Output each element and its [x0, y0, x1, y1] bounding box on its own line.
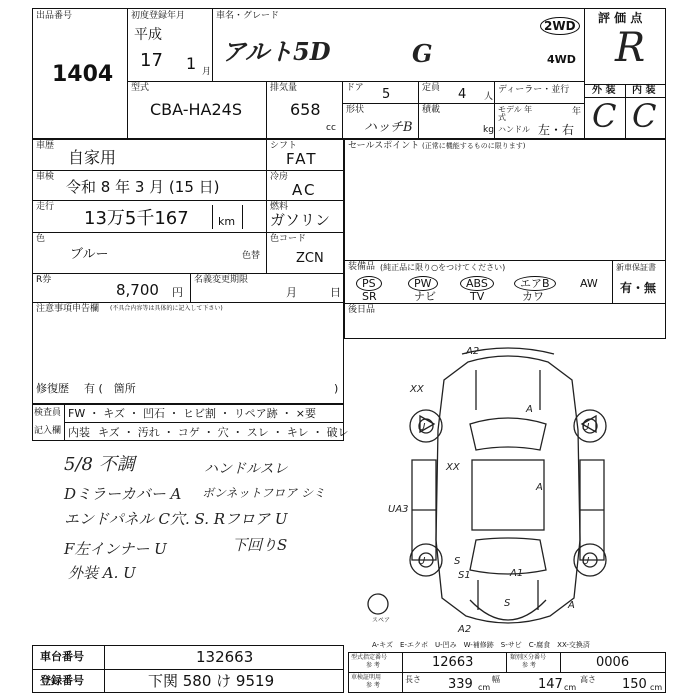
grade-label: 評 価 点: [598, 11, 643, 25]
equip-leather: カワ: [522, 290, 544, 303]
type-cert-value: 12663: [432, 655, 474, 670]
displacement-label: 排気量: [270, 83, 298, 93]
chassis-value: 132663: [196, 648, 254, 666]
recycle-label: R券: [36, 275, 52, 285]
mark-rear-left: S: [454, 556, 461, 567]
exterior-label: 外 装: [592, 85, 616, 96]
equipment-sub: (純正品に限り○をつけてください): [380, 263, 506, 272]
reg-value: 下関 580 け 9519: [148, 672, 275, 690]
sales-frame: [344, 139, 666, 339]
vehicle-cert-ref: 参 考: [366, 682, 380, 689]
grade: G: [412, 39, 433, 68]
color-code-label: 色コード: [270, 234, 307, 244]
interior-value: C: [632, 97, 657, 135]
width-value: 147: [538, 677, 563, 692]
shape-value: ハッチB: [364, 120, 413, 135]
era: 平成: [134, 27, 162, 43]
repair-label: 修復歴: [36, 382, 69, 395]
length-value: 339: [448, 677, 473, 692]
doors-label: ドア: [346, 83, 364, 93]
capacity-value: 4: [458, 87, 467, 102]
sales-point-sub: (正常に機能するものに限ります): [422, 142, 526, 150]
handwritten-line-2: Dミラーカバー A: [64, 485, 182, 503]
yen-unit: 円: [172, 286, 183, 299]
drive-2wd: 2WD: [540, 17, 580, 35]
drive-4wd: 4WD: [547, 53, 576, 66]
mark-rear-quarter: S1: [458, 570, 471, 581]
cc-unit: cc: [326, 123, 336, 133]
mileage-value: 13万5千167: [84, 208, 189, 229]
handwritten-line-4b: 下回りS: [232, 536, 288, 554]
shape-label: 形状: [346, 105, 365, 115]
interior-label: 内 装: [632, 85, 656, 96]
class-ref: 参 考: [522, 662, 536, 669]
type-cert-label: 型式指定番号: [351, 654, 388, 661]
caution-label: 注意事項申告欄: [36, 304, 100, 314]
type-cert-ref: 参 考: [366, 662, 380, 669]
inspector-row-2-prefix: 内装: [68, 426, 90, 439]
fuel-value: ガソリン: [270, 211, 331, 229]
equip-pw: PW: [408, 276, 438, 291]
height-value: 150: [622, 677, 647, 692]
model-name-label: 車名・グレード: [216, 11, 280, 21]
mark-rear-left-wheel: U: [418, 556, 426, 567]
usage-value: 自家用: [68, 148, 117, 167]
reg-month-unit: 月: [202, 67, 212, 77]
mark-front-left-wheel: U: [418, 422, 426, 433]
reg-month: 1: [186, 54, 197, 73]
lot-number: 1404: [52, 62, 114, 87]
recycle-value: 8,700: [116, 281, 159, 299]
mark-left-side: UA3: [388, 504, 409, 515]
doors-value: 5: [382, 87, 391, 102]
color-code-value: ZCN: [296, 251, 324, 266]
rear-items-label: 後日品: [348, 305, 376, 315]
mark-right-side: A: [536, 482, 543, 493]
inspection-value: 令和 8 年 3 月 (15 日): [66, 178, 220, 196]
color-label: 色: [36, 234, 46, 244]
vehicle-cert-label: 車検証明用: [351, 674, 382, 681]
exterior-value: C: [592, 97, 617, 135]
first-reg-label: 初度登録年月: [131, 11, 186, 21]
damage-diagram: [350, 340, 666, 640]
repair-value: 有 ( 箇所: [84, 382, 136, 395]
height-label: 高さ: [580, 675, 596, 684]
inspector-label-1: 検査員: [34, 408, 62, 418]
mark-hood: A: [526, 404, 533, 415]
caution-sub: (不具合内容等は具体的に記入して下さい): [110, 305, 223, 312]
warranty-label: 新車保証書: [616, 263, 656, 272]
equip-abs: ABS: [460, 276, 494, 291]
capacity-label: 定員: [422, 83, 441, 93]
class-label: 類別区分番号: [510, 654, 547, 661]
name-change-month: 月: [286, 286, 297, 299]
mark-rear-right: A: [568, 600, 575, 611]
name-change-label: 名義変更期限: [194, 275, 249, 285]
spare-label: スペア: [372, 617, 391, 624]
shift-label: シフト: [270, 141, 298, 151]
equip-sr: SR: [362, 290, 377, 303]
type-value: CBA-HA24S: [150, 100, 243, 119]
equip-navi: ナビ: [414, 290, 436, 303]
handwritten-line-2b: ボンネットフロア シミ: [202, 486, 326, 500]
inspection-label: 車検: [36, 172, 55, 182]
handle-value: 左・右: [538, 123, 575, 137]
repair-close: ): [334, 382, 339, 395]
year-unit: 年: [572, 107, 582, 117]
handwritten-line-1: 5/8 不調: [64, 454, 135, 475]
grade-value: R: [615, 25, 646, 71]
mark-front-right-wheel: U: [582, 422, 590, 433]
inspector-row-1: FW ・ キズ ・ 凹石 ・ ヒビ割 ・ リペア跡 ・ ×要: [68, 407, 316, 420]
length-unit: cm: [478, 683, 491, 692]
mark-rear-right-wheel: U: [582, 556, 590, 567]
type-label: 型式: [131, 83, 150, 93]
usage-label: 車歴: [36, 141, 55, 151]
ac-label: 冷房: [270, 172, 289, 182]
width-label: 幅: [492, 675, 500, 684]
handle-label: ハンドル: [498, 125, 530, 134]
dealer-label: ディーラー・並行: [498, 85, 570, 95]
chassis-label: 車台番号: [40, 650, 84, 663]
name-change-day: 日: [330, 286, 341, 299]
warranty-value: 有・無: [620, 281, 657, 295]
length-label: 長さ: [405, 675, 421, 684]
mark-rear-hatch: S: [504, 598, 511, 609]
displacement-value: 658: [290, 100, 321, 119]
equip-aw: AW: [580, 277, 598, 290]
mark-rear-bumper: A2: [458, 624, 472, 635]
diagram-legend: A-キズ E-エクボ U-凹み W-補修跡 S-サビ C-腐食 XX-交換済: [372, 641, 590, 649]
reg-year: 17: [140, 50, 163, 71]
fuel-label: 燃料: [270, 202, 289, 212]
handwritten-line-4: F左インナー U: [64, 540, 167, 558]
sales-point-label: セールスポイント: [348, 141, 420, 151]
kg-unit: kg: [483, 125, 494, 135]
shift-value: FAT: [286, 150, 318, 168]
equip-airbag: エアB: [514, 276, 556, 291]
mark-front: A2: [466, 346, 480, 357]
inspector-row-2: キズ ・ 汚れ ・ コゲ ・ 穴 ・ スレ ・ キレ ・ 破レ: [98, 426, 349, 439]
equipment-label: 装備品: [348, 262, 376, 272]
reg-label: 登録番号: [40, 674, 84, 687]
lot-label: 出品番号: [36, 11, 73, 21]
color-value: ブルー: [70, 247, 109, 262]
handwritten-line-1b: ハンドルスレ: [204, 461, 288, 477]
handwritten-line-5: 外装 A. U: [68, 564, 136, 582]
height-unit: cm: [650, 683, 663, 692]
width-unit: cm: [564, 683, 577, 692]
equip-tv: TV: [470, 290, 485, 303]
model-year-label: モデル 年式: [498, 105, 533, 122]
color-change-label: 色替: [242, 251, 261, 261]
load-label: 積載: [422, 105, 441, 115]
mark-rear-window: A1: [510, 568, 524, 579]
mileage-label: 走行: [36, 202, 55, 212]
km-unit: km: [218, 215, 236, 228]
mark-left-door: XX: [446, 462, 460, 473]
person-unit: 人: [484, 92, 494, 102]
inspector-label-2: 記入欄: [34, 426, 62, 436]
handwritten-line-3: エンドパネル C穴. S. Rフロア U: [64, 510, 288, 528]
mark-front-left: XX: [410, 384, 424, 395]
model-name: アルト5D: [222, 37, 331, 66]
equip-ps: PS: [356, 276, 382, 291]
class-value: 0006: [596, 655, 630, 670]
ac-value: AC: [292, 181, 317, 199]
